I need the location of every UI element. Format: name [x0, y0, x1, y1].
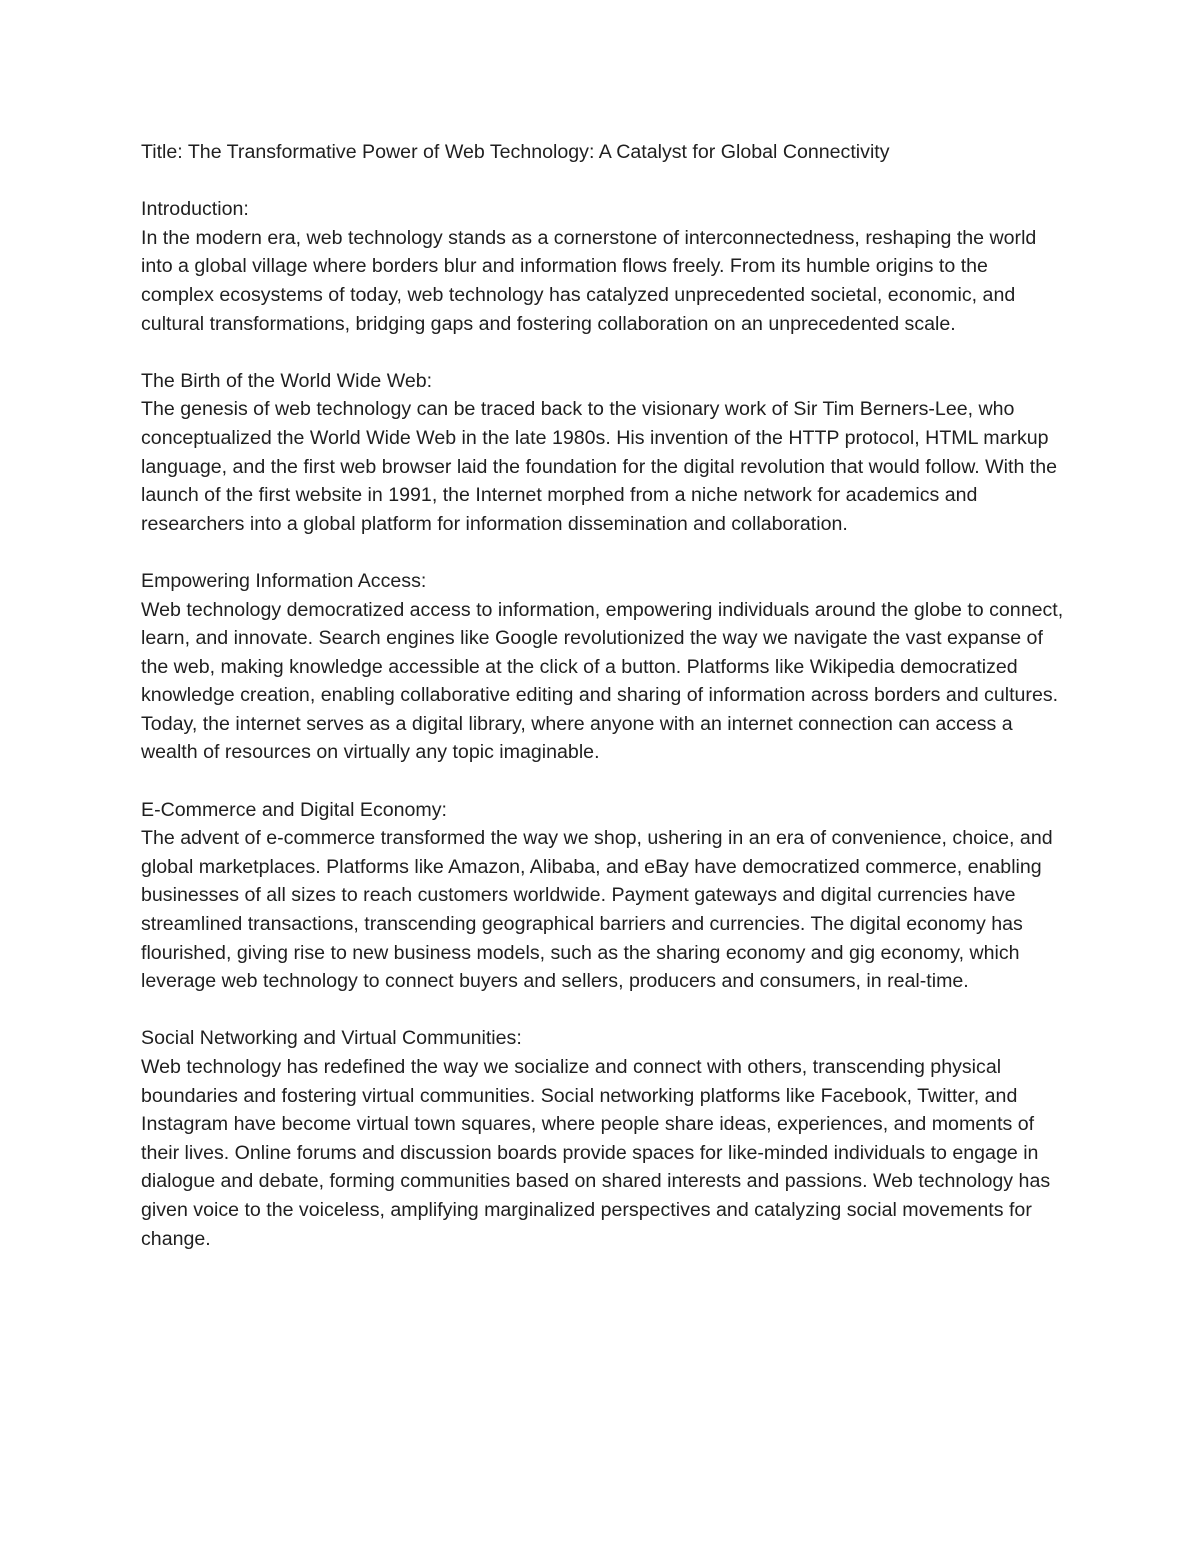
document-page — [141, 138, 1066, 1282]
section-heading: Empowering Information Access: — [141, 569, 427, 592]
section-body: The genesis of web technology can be traced back to the visionary work of Sir Tim Berners-Lee, who conceptualized the World Wide Web in the late 1980s. His invention of the HTTP protocol, HTML markup language, and the first web browser laid the foundation for the digital revolution that would follow. With the launch of the first website in 1991, the Internet morphed from a niche network for academics and researchers into a global platform for information dissemination and collaboration. — [141, 398, 1058, 535]
section-heading: Social Networking and Virtual Communities: — [141, 1027, 522, 1050]
section-ecommerce — [141, 796, 1066, 996]
section-information-access — [141, 567, 1066, 767]
section-heading: Introduction: — [141, 198, 249, 221]
section-body: Web technology democratized access to information, empowering individuals around the globe to connect, learn, and innovate. Search engines like Google revolutionized the way we navigate the vast expanse of the web, making knowledge accessible at the click of a button. Platforms like Wikipedia democratized knowledge creation, enabling collaborative editing and sharing of information across borders and cultures. Today, the internet serves as a digital library, where anyone with an internet connection can access a wealth of resources on virtually any topic imaginable. — [141, 598, 1064, 764]
section-body: The advent of e-commerce transformed the way we shop, ushering in an era of convenience, choice, and global marketplaces. Platforms like Amazon, Alibaba, and eBay have democratized commerce, enabling businesses of all sizes to reach customers worldwide. Payment gateways and digital currencies have streamlined transactions, transcending geographical barriers and currencies. The digital economy has flourished, giving rise to new business models, such as the sharing economy and gig economy, which leverage web technology to connect buyers and sellers, producers and consumers, in real-time. — [141, 827, 1053, 993]
section-body: Web technology has redefined the way we socialize and connect with others, transcending physical boundaries and fostering virtual communities. Social networking platforms like Facebook, Twitter, and Instagram have become virtual town squares, where people share ideas, experiences, and moments of their lives. Online forums and discussion boards provide spaces for like-minded individuals to engage in dialogue and debate, forming communities based on shared interests and passions. Web technology has given voice to the voiceless, amplifying marginalized perspectives and catalyzing social movements for change. — [141, 1056, 1051, 1250]
section-social-networking — [141, 1024, 1066, 1253]
document-title: Title: The Transformative Power of Web Technology: A Catalyst for Global Connectivity — [141, 141, 890, 163]
section-birth-of-web — [141, 367, 1066, 539]
section-body: In the modern era, web technology stands as a cornerstone of interconnectedness, reshaping the world into a global village where borders blur and information flows freely. From its humble origins to the complex ecosystems of today, web technology has catalyzed unprecedented societal, economic, and cultural transformations, bridging gaps and fostering collaboration on an unprecedented scale. — [141, 226, 1037, 335]
section-introduction — [141, 195, 1066, 338]
section-heading: E-Commerce and Digital Economy: — [141, 798, 447, 821]
section-heading: The Birth of the World Wide Web: — [141, 369, 433, 392]
